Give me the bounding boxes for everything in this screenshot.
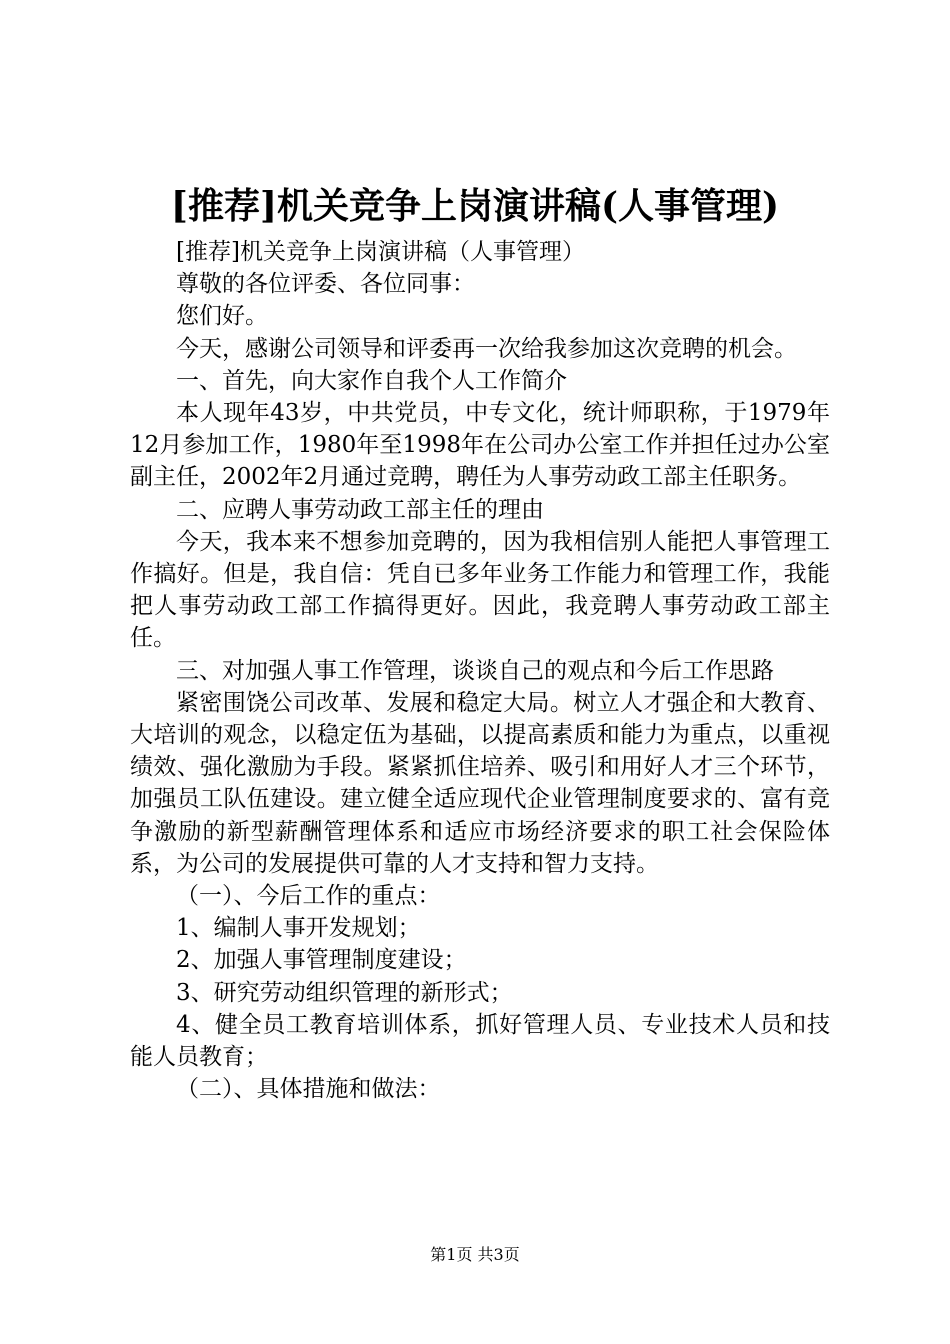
list-item: 1、编制人事开发规划； — [176, 915, 421, 942]
paragraph-self-intro: 本人现年43岁，中共党员，中专文化，统计师职称，于1979年12月参加工作，1980年至1998年在公司办公室工作并担任过办公室副主任，2002年2月通过竞聘，聘任为人事劳动政工部主任职务。 — [130, 400, 830, 491]
paragraph-reasons: 今天，我本来不想参加竞聘的，因为我相信别人能把人事管理工作搞好。但是，我自信：凭自已多年业务工作能力和管理工作，我能把人事劳动政工部工作搞得更好。因此，我竞聘人事劳动政工部主任。 — [130, 528, 830, 652]
page-footer: 第1页 共3页 — [430, 1245, 520, 1264]
paragraph-heading-repeat: [推荐]机关竞争上岗演讲稿（人事管理） — [176, 239, 585, 265]
subsection-heading-2: （二）、具体措施和做法： — [176, 1076, 441, 1103]
list-item: 3、研究劳动组织管理的新形式； — [176, 979, 513, 1006]
section-heading-3: 三、对加强人事工作管理，谈谈自己的观点和今后工作思路 — [176, 657, 774, 684]
document-title: [推荐]机关竞争上岗演讲稿(人事管理) — [170, 185, 780, 227]
subsection-heading-1: （一）、今后工作的重点： — [176, 883, 441, 910]
paragraph-approach: 紧密围饶公司改革、发展和稳定大局。树立人才强企和大教育、大培训的观念，以稳定伍为基础，以提高素质和能力为重点，以重视绩效、强化激励为手段。紧紧抓住培养、吸引和用好人才三个环节，加强员工队伍建设。建立健全适应现代企业管理制度要求的、富有竞争激励的新型薪酬管理体系和适应市场经济要求的职工社会保险体系，为公司的发展提供可靠的人才支持和智力支持。 — [130, 689, 830, 877]
section-heading-1: 一、首先，向大家作自我个人工作简介 — [176, 367, 567, 394]
document-body — [130, 236, 830, 1105]
list-item: 4、健全员工教育培训体系，抓好管理人员、专业技术人员和技能人员教育； — [130, 1011, 830, 1071]
list-item: 2、加强人事管理制度建设； — [176, 947, 467, 974]
section-heading-2: 二、应聘人事劳动政工部主任的理由 — [176, 496, 544, 523]
paragraph-thanks: 今天，感谢公司领导和评委再一次给我参加这次竞聘的机会。 — [176, 335, 797, 362]
paragraph-greeting: 您们好。 — [176, 303, 268, 330]
paragraph-salutation: 尊敬的各位评委、各位同事： — [176, 271, 475, 298]
